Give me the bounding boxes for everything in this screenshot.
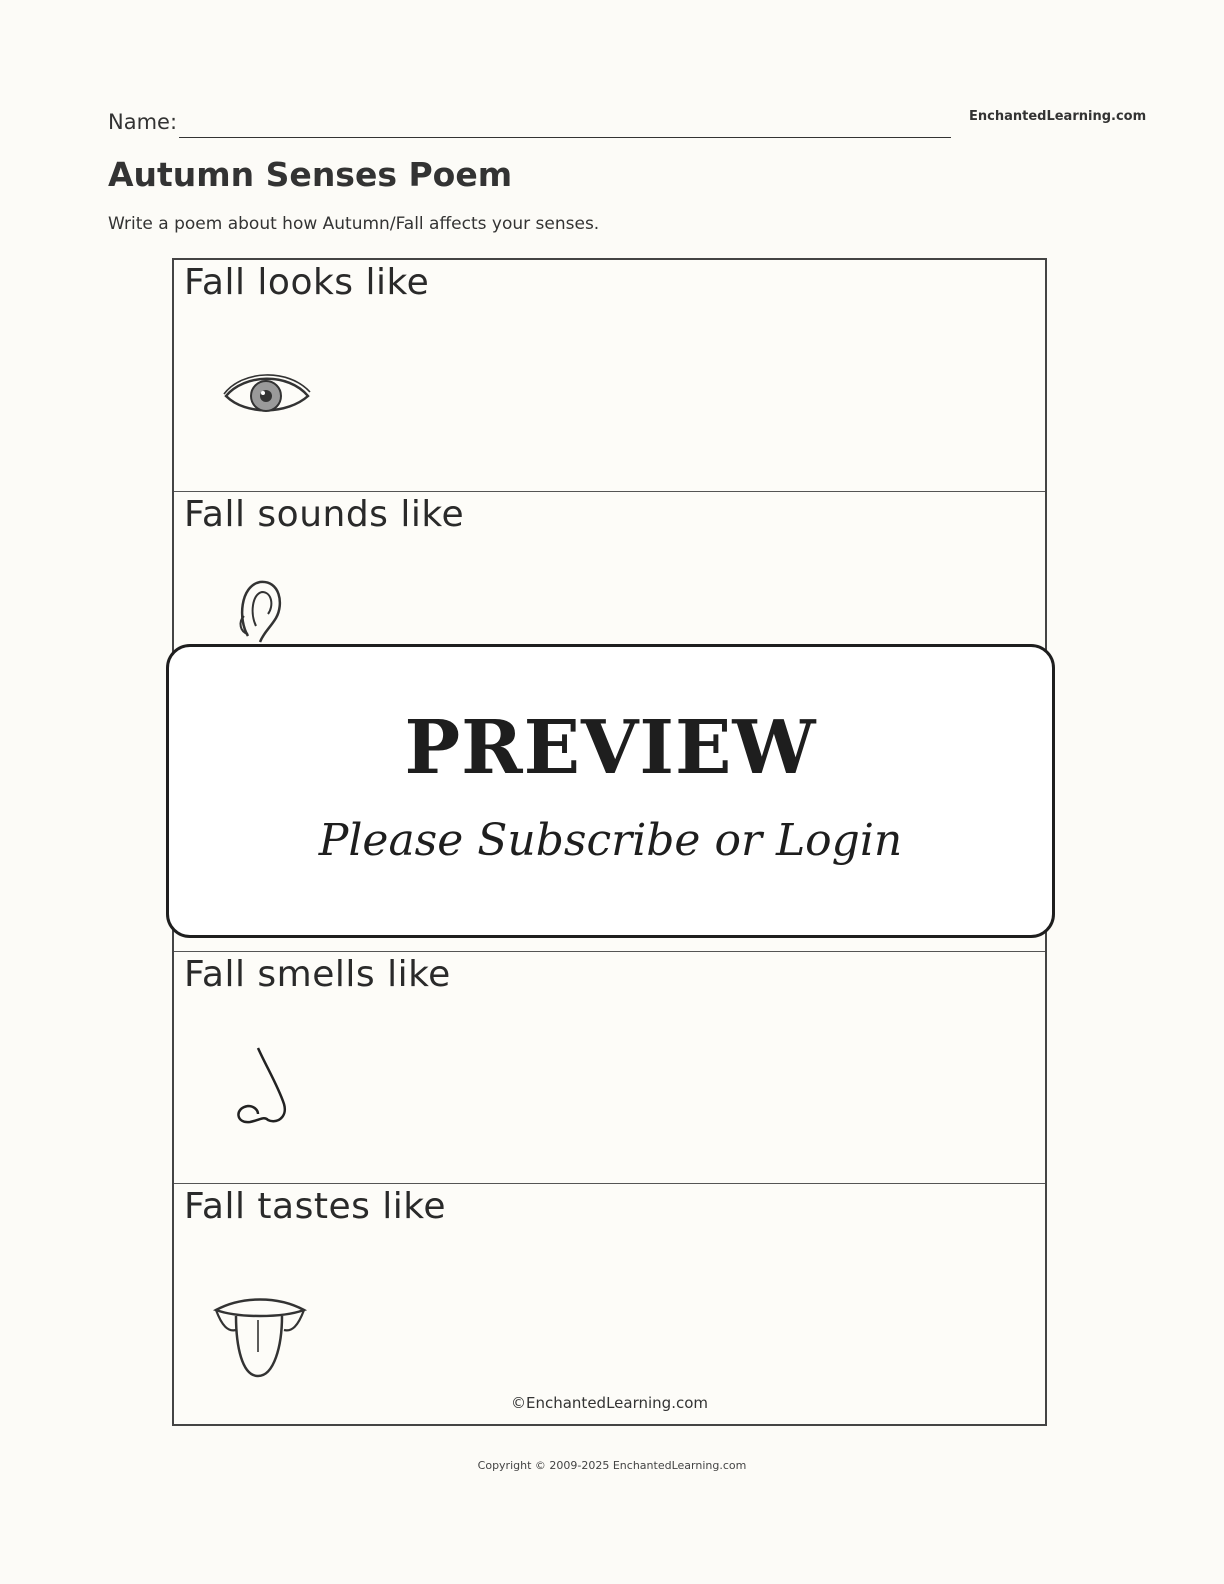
- tongue-icon: [212, 1296, 308, 1382]
- row-smells: [174, 952, 1045, 1184]
- nose-icon: [230, 1044, 294, 1128]
- instructions: Write a poem about how Autumn/Fall affects your senses.: [108, 214, 600, 234]
- site-tag: EnchantedLearning.com: [969, 109, 1147, 124]
- row-tastes: [174, 1184, 1045, 1424]
- row-label-tastes: Fall tastes like: [184, 1186, 447, 1227]
- page-title: Autumn Senses Poem: [108, 155, 513, 194]
- subscribe-login-prompt[interactable]: Please Subscribe or Login: [318, 815, 903, 866]
- preview-title: PREVIEW: [404, 705, 817, 791]
- row-label-looks: Fall looks like: [184, 262, 430, 303]
- ear-icon: [234, 576, 286, 648]
- row-looks: [174, 260, 1045, 492]
- row-label-sounds: Fall sounds like: [184, 494, 465, 535]
- name-label: Name:: [108, 110, 178, 134]
- name-line: [179, 137, 951, 138]
- footer-copyright: Copyright © 2009-2025 EnchantedLearning.com: [477, 1459, 747, 1472]
- eye-icon: [222, 368, 314, 420]
- inner-copyright: ©EnchantedLearning.com: [511, 1394, 708, 1412]
- preview-overlay[interactable]: [166, 644, 1055, 938]
- row-label-smells: Fall smells like: [184, 954, 451, 995]
